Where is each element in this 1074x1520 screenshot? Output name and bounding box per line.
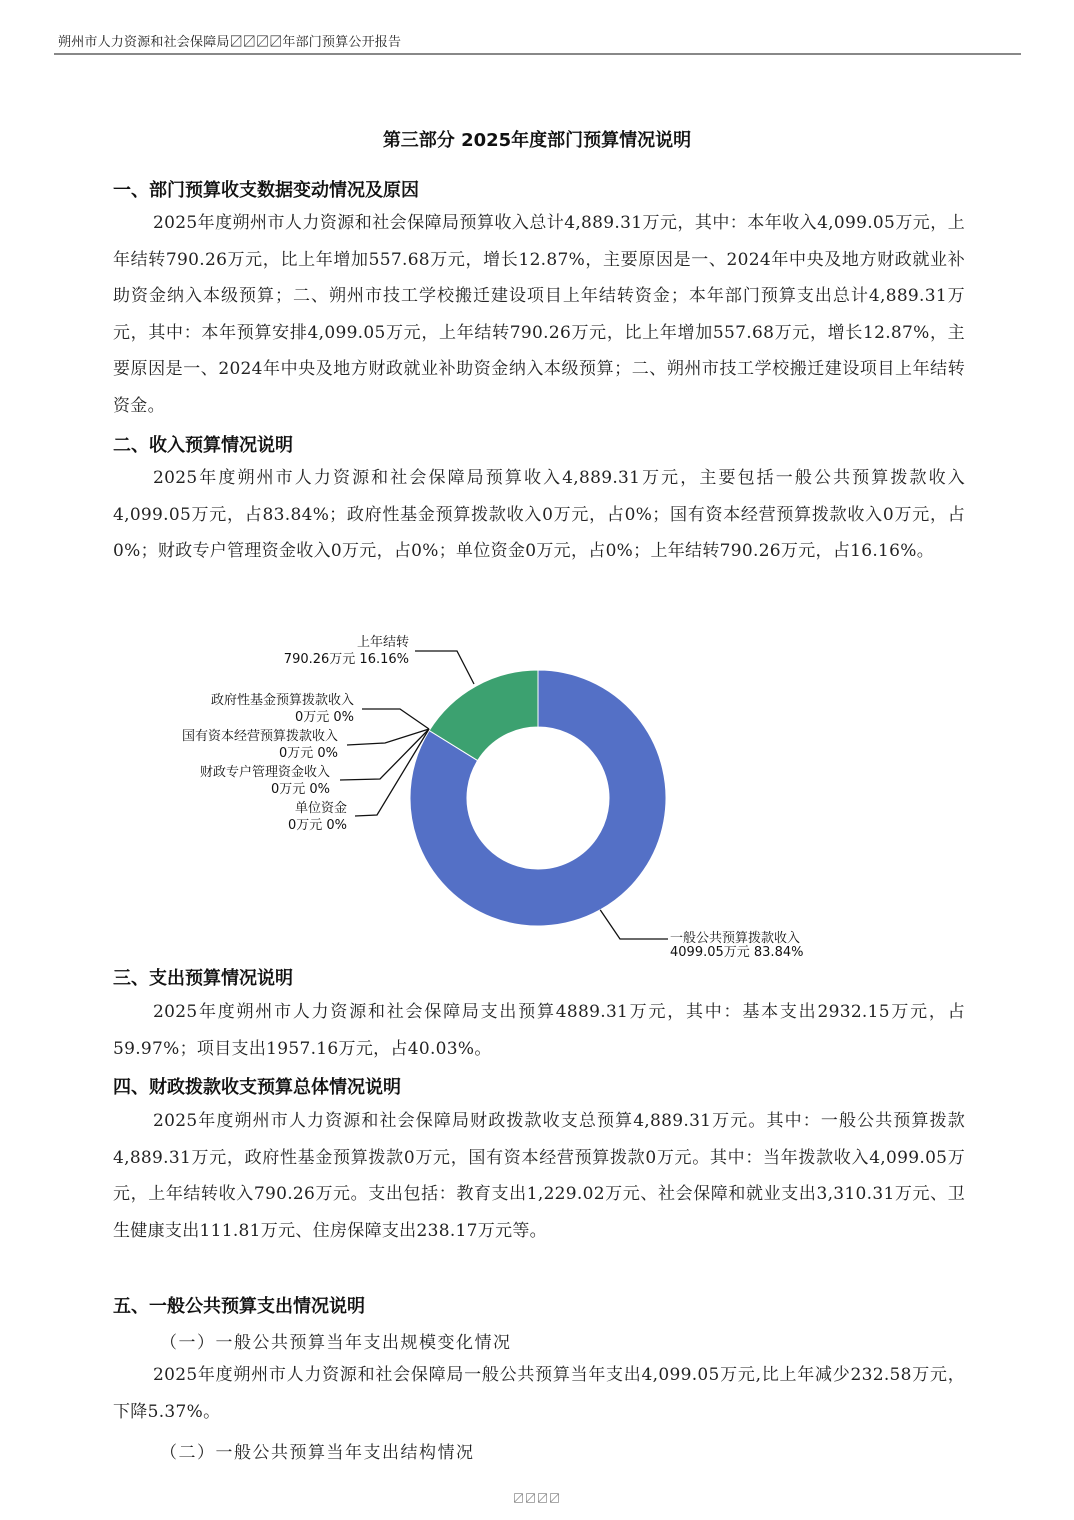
heading-3: 三、支出预算情况说明: [113, 968, 293, 989]
paragraph-5: 2025年度朔州市人力资源和社会保障局一般公共预算当年支出4,099.05万元,比上年减少232.58万元，下降5.37%。: [113, 1365, 965, 1422]
slice-label-name: 单位资金: [294, 801, 347, 816]
paragraph-3: 2025年度朔州市人力资源和社会保障局支出预算4889.31万元，其中：基本支出2932.15万元，占59.97%；项目支出1957.16万元，占40.03%。: [113, 1002, 965, 1059]
page-number: 〼〼〼〼: [513, 1492, 561, 1505]
leader-line: [600, 910, 668, 939]
section-title: 第三部分 2025年度部门预算情况说明: [382, 130, 692, 151]
slice-label-name: 上年结转: [356, 635, 409, 650]
slice-label-value: 790.26万元 16.16%: [283, 652, 409, 667]
leader-line: [347, 729, 429, 745]
paragraph-1: 2025年度朔州市人力资源和社会保障局预算收入总计4,889.31万元，其中：本年收入4,099.05万元，上年结转790.26万元，比上年增加557.68万元，增长12.87%，主要原因是一、2024年中央及地方财政就业补助资金纳入本级预算；二、朔州市技工学校搬迁建设项目上年结转资金；本年部门预算支出总计4,889.31万元，其中：本年预算安排4,099.05万元，上年结转790.26万元，比上年增加557.68万元，增长12.87%，主要原因是一、2024年中央及地方财政就业补助资金纳入本级预算；二、朔州市技工学校搬迁建设项目上年结转资金。: [113, 213, 965, 416]
donut-slices: [410, 670, 666, 926]
paragraph-2: 2025年度朔州市人力资源和社会保障局预算收入4,889.31万元，主要包括一般公共预算拨款收入4,099.05万元，占83.84%；政府性基金预算拨款收入0万元，占0%；国有资本经营预算拨款收入0万元，占0%；财政专户管理资金收入0万元，占0%；单位资金0万元，占0%；上年结转790.26万元，占16.16%。: [113, 468, 965, 562]
slice-label-name: 一般公共预算拨款收入: [670, 931, 801, 946]
slice-label-name: 财政专户管理资金收入: [199, 765, 330, 780]
slice-label-value: 0万元 0%: [287, 818, 347, 833]
heading-5: 五、一般公共预算支出情况说明: [113, 1296, 365, 1317]
slice-label-name: 政府性基金预算拨款收入: [210, 693, 354, 708]
slice-label-value: 0万元 0%: [270, 782, 330, 797]
subheading-5-1: （一）一般公共预算当年支出规模变化情况: [160, 1333, 512, 1353]
page-header-title: 朔州市人力资源和社会保障局〼〼〼〼年部门预算公开报告: [58, 35, 402, 50]
subheading-5-2: （二）一般公共预算当年支出结构情况: [160, 1443, 475, 1463]
slice-label-value: 0万元 0%: [294, 710, 354, 725]
leader-line: [362, 709, 429, 729]
heading-2: 二、收入预算情况说明: [113, 435, 293, 456]
heading-1: 一、部门预算收支数据变动情况及原因: [113, 180, 419, 201]
paragraph-4: 2025年度朔州市人力资源和社会保障局财政拨款收支总预算4,889.31万元。其中：一般公共预算拨款4,889.31万元，政府性基金预算拨款0万元，国有资本经营预算拨款0万元。其中：当年拨款收入4,099.05万元，上年结转收入790.26万元。支出包括：教育支出1,229.02万元、社会保障和就业支出3,310.31万元、卫生健康支出111.81万元、住房保障支出238.17万元等。: [113, 1111, 965, 1241]
header-rule: [54, 53, 1021, 55]
slice-label-value: 4099.05万元 83.84%: [670, 945, 804, 960]
heading-4: 四、财政拨款收支预算总体情况说明: [113, 1077, 401, 1098]
slice-label-value: 0万元 0%: [278, 746, 338, 761]
leader-line: [415, 651, 474, 684]
income-donut-chart: [0, 600, 1074, 960]
slice-label-name: 国有资本经营预算拨款收入: [181, 729, 338, 744]
